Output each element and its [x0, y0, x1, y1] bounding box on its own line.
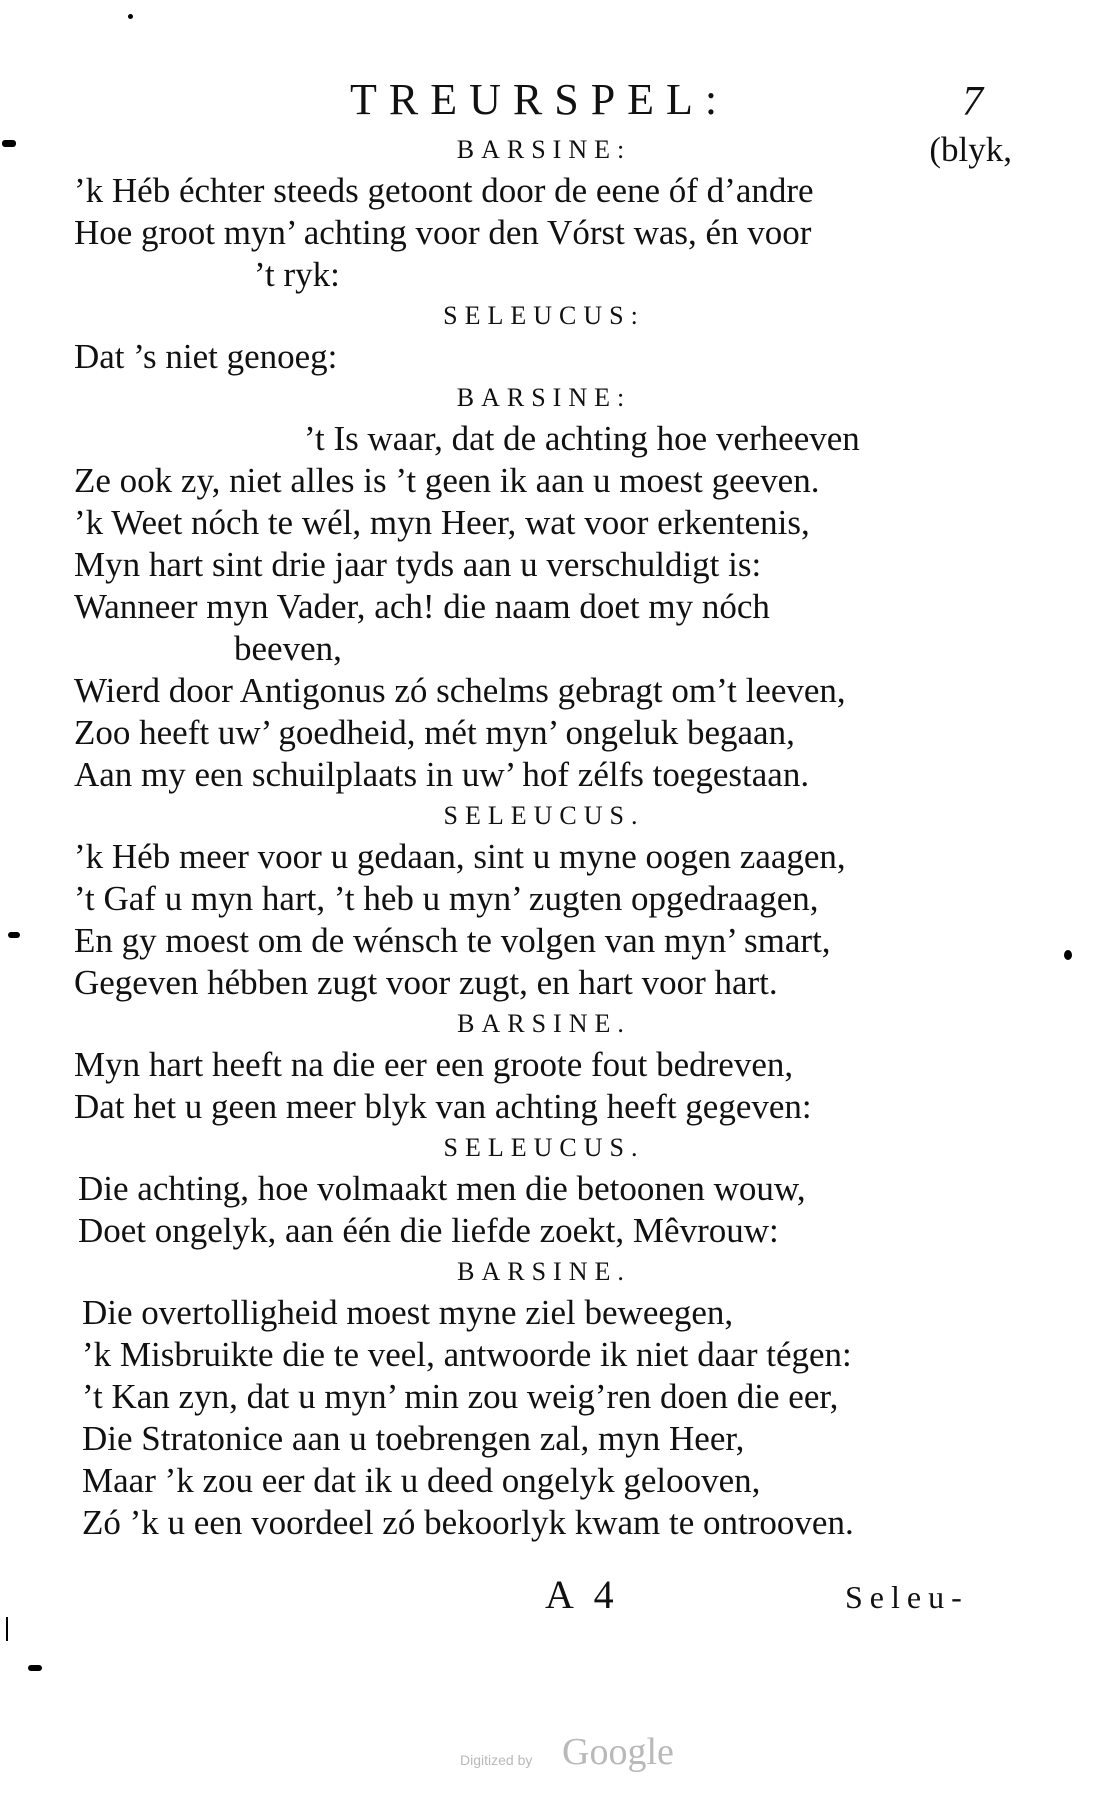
running-title: TREURSPEL: — [350, 75, 730, 124]
verse-line: Die overtolligheid moest myne ziel beweegen, — [82, 1293, 734, 1332]
verse-line: Doet ongelyk, aan één die liefde zoekt, Mêvrouw: — [78, 1211, 779, 1250]
margin-speck — [8, 932, 20, 938]
google-wordmark: Google — [562, 1731, 674, 1773]
turned-line-overflow: (blyk, — [929, 130, 1012, 169]
verse-line: Zoo heeft uw’ goedheid, mét myn’ ongeluk begaan, — [74, 713, 795, 752]
verse-line: ’t ryk: — [254, 255, 340, 294]
speaker-name: SELEUCUS: — [443, 301, 645, 330]
speaker-heading — [74, 296, 1014, 336]
verse-line: Die Stratonice aan u toebrengen zal, myn Heer, — [82, 1419, 745, 1458]
page-footer — [0, 1565, 1096, 1625]
speaker-name: BARSINE. — [457, 1009, 631, 1038]
speaker-name: SELEUCUS. — [443, 1133, 645, 1162]
verse-line: Myn hart sint drie jaar tyds aan u verschuldigt is: — [74, 545, 762, 584]
verse-line: Gegeven hébben zugt voor zugt, en hart voor hart. — [74, 963, 778, 1002]
margin-speck — [2, 140, 16, 147]
digitized-watermark — [460, 1730, 720, 1780]
margin-speck — [128, 14, 133, 19]
speaker-heading — [74, 1004, 1014, 1044]
verse-line: Dat het u geen meer blyk van achting heeft gegeven: — [74, 1087, 812, 1126]
verse-line: Die achting, hoe volmaakt men die betoonen wouw, — [78, 1169, 806, 1208]
verse-line: ’k Misbruikte die te veel, antwoorde ik niet daar tégen: — [82, 1335, 852, 1374]
catchword: Seleu- — [845, 1579, 969, 1615]
speaker-heading — [74, 130, 1014, 170]
verse-line: Hoe groot myn’ achting voor den Vórst was, én voor — [74, 213, 812, 252]
verse-line: ’k Weet nóch te wél, myn Heer, wat voor erkentenis, — [74, 503, 810, 542]
speaker-name: BARSINE. — [457, 1257, 631, 1286]
verse-line: Dat ’s niet genoeg: — [74, 337, 338, 376]
verse-line: Myn hart heeft na die eer een groote fout bedreven, — [74, 1045, 794, 1084]
verse-line: Ze ook zy, niet alles is ’t geen ik aan u moest geeven. — [74, 461, 820, 500]
verse-line: ’k Héb échter steeds getoont door de eene óf d’andre — [74, 171, 814, 210]
speaker-heading — [74, 378, 1014, 418]
verse-line: Aan my een schuilplaats in uw’ hof zélfs toegestaan. — [74, 755, 810, 794]
verse-line: ’t Kan zyn, dat u myn’ min zou weig’ren doen die eer, — [82, 1377, 839, 1416]
verse-line: Maar ’k zou eer dat ik u deed ongelyk gelooven, — [82, 1461, 761, 1500]
signature-mark: A 4 — [545, 1572, 620, 1617]
page-number: 7 — [962, 79, 983, 125]
speaker-heading — [74, 1252, 1014, 1292]
digitized-by-text: Digitized by — [460, 1752, 533, 1768]
running-head — [0, 70, 1096, 130]
play-text — [74, 130, 1014, 1544]
speaker-name: BARSINE: — [456, 383, 632, 412]
speaker-heading — [74, 796, 1014, 836]
verse-line: ’t Is waar, dat de achting hoe verheeven — [304, 419, 860, 458]
verse-line: beeven, — [234, 629, 342, 668]
verse-line: ’k Héb meer voor u gedaan, sint u myne oogen zaagen, — [74, 837, 846, 876]
speaker-name: BARSINE: — [456, 135, 632, 164]
verse-line: Wanneer myn Vader, ach! die naam doet my nóch — [74, 587, 770, 626]
speaker-heading — [74, 1128, 1014, 1168]
verse-line: Zó ’k u een voordeel zó bekoorlyk kwam te ontrooven. — [82, 1503, 854, 1542]
margin-speck — [1064, 950, 1072, 960]
speaker-name: SELEUCUS. — [443, 801, 645, 830]
verse-line: En gy moest om de wénsch te volgen van myn’ smart, — [74, 921, 831, 960]
margin-speck — [28, 1665, 42, 1671]
verse-line: Wierd door Antigonus zó schelms gebragt om’t leeven, — [74, 671, 846, 710]
verse-line: ’t Gaf u myn hart, ’t heb u myn’ zugten opgedraagen, — [74, 879, 819, 918]
